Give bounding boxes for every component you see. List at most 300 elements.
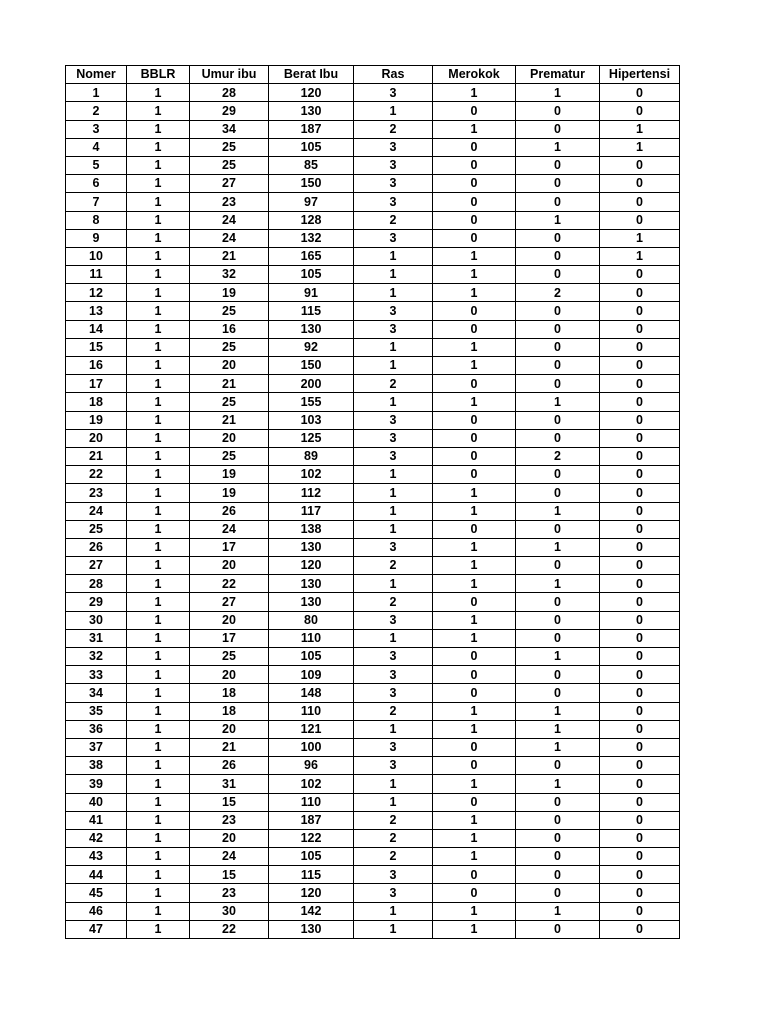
table-row (66, 284, 680, 302)
cell-prematur: 0 (516, 302, 600, 320)
cell-nomer: 31 (66, 629, 127, 647)
table-row (66, 884, 680, 902)
cell-berat-ibu: 92 (269, 338, 354, 356)
cell-merokok: 0 (433, 302, 516, 320)
cell-umur-ibu: 25 (190, 338, 269, 356)
cell-nomer: 44 (66, 866, 127, 884)
cell-prematur: 0 (516, 102, 600, 120)
cell-ras: 1 (354, 793, 433, 811)
cell-berat-ibu: 110 (269, 702, 354, 720)
cell-nomer: 18 (66, 393, 127, 411)
cell-hipertensi: 0 (600, 593, 680, 611)
cell-hipertensi: 0 (600, 684, 680, 702)
cell-prematur: 0 (516, 466, 600, 484)
cell-nomer: 28 (66, 575, 127, 593)
cell-prematur: 0 (516, 175, 600, 193)
cell-umur-ibu: 17 (190, 629, 269, 647)
cell-berat-ibu: 115 (269, 866, 354, 884)
cell-merokok: 1 (433, 284, 516, 302)
table-row (66, 175, 680, 193)
cell-nomer: 30 (66, 611, 127, 629)
cell-ras: 1 (354, 629, 433, 647)
cell-bblr: 1 (127, 611, 190, 629)
cell-hipertensi: 0 (600, 757, 680, 775)
cell-ras: 1 (354, 338, 433, 356)
table-row (66, 902, 680, 920)
cell-umur-ibu: 30 (190, 902, 269, 920)
cell-prematur: 0 (516, 429, 600, 447)
cell-hipertensi: 0 (600, 738, 680, 756)
cell-bblr: 1 (127, 338, 190, 356)
cell-berat-ibu: 122 (269, 829, 354, 847)
cell-hipertensi: 0 (600, 629, 680, 647)
table-row (66, 575, 680, 593)
cell-hipertensi: 0 (600, 466, 680, 484)
cell-umur-ibu: 25 (190, 648, 269, 666)
cell-bblr: 1 (127, 502, 190, 520)
cell-ras: 1 (354, 520, 433, 538)
cell-nomer: 23 (66, 484, 127, 502)
cell-berat-ibu: 121 (269, 720, 354, 738)
cell-ras: 1 (354, 902, 433, 920)
cell-ras: 3 (354, 884, 433, 902)
cell-umur-ibu: 32 (190, 266, 269, 284)
cell-prematur: 0 (516, 848, 600, 866)
cell-merokok: 1 (433, 557, 516, 575)
cell-merokok: 1 (433, 502, 516, 520)
cell-umur-ibu: 25 (190, 393, 269, 411)
cell-prematur: 0 (516, 757, 600, 775)
table-row (66, 193, 680, 211)
cell-berat-ibu: 105 (269, 266, 354, 284)
cell-prematur: 1 (516, 211, 600, 229)
cell-nomer: 38 (66, 757, 127, 775)
table-row (66, 247, 680, 265)
cell-merokok: 1 (433, 538, 516, 556)
cell-bblr: 1 (127, 920, 190, 938)
cell-ras: 1 (354, 357, 433, 375)
cell-bblr: 1 (127, 557, 190, 575)
cell-nomer: 19 (66, 411, 127, 429)
cell-prematur: 1 (516, 138, 600, 156)
cell-umur-ibu: 28 (190, 84, 269, 102)
cell-bblr: 1 (127, 284, 190, 302)
cell-umur-ibu: 21 (190, 247, 269, 265)
cell-berat-ibu: 120 (269, 557, 354, 575)
table-row (66, 775, 680, 793)
cell-prematur: 2 (516, 447, 600, 465)
cell-merokok: 1 (433, 575, 516, 593)
cell-berat-ibu: 105 (269, 138, 354, 156)
cell-merokok: 1 (433, 811, 516, 829)
cell-nomer: 21 (66, 447, 127, 465)
cell-merokok: 0 (433, 429, 516, 447)
cell-ras: 2 (354, 375, 433, 393)
cell-umur-ibu: 23 (190, 193, 269, 211)
cell-hipertensi: 0 (600, 557, 680, 575)
cell-nomer: 6 (66, 175, 127, 193)
cell-umur-ibu: 26 (190, 502, 269, 520)
cell-nomer: 8 (66, 211, 127, 229)
table-body (66, 84, 680, 939)
cell-merokok: 1 (433, 611, 516, 629)
cell-nomer: 3 (66, 120, 127, 138)
cell-ras: 3 (354, 175, 433, 193)
cell-berat-ibu: 103 (269, 411, 354, 429)
cell-prematur: 1 (516, 720, 600, 738)
cell-ras: 1 (354, 720, 433, 738)
cell-hipertensi: 0 (600, 611, 680, 629)
cell-berat-ibu: 91 (269, 284, 354, 302)
header-bblr: BBLR (127, 66, 190, 84)
cell-merokok: 1 (433, 702, 516, 720)
cell-berat-ibu: 150 (269, 175, 354, 193)
cell-prematur: 0 (516, 866, 600, 884)
cell-merokok: 0 (433, 447, 516, 465)
table-row (66, 811, 680, 829)
cell-ras: 3 (354, 757, 433, 775)
cell-bblr: 1 (127, 466, 190, 484)
cell-hipertensi: 0 (600, 484, 680, 502)
cell-hipertensi: 0 (600, 884, 680, 902)
cell-prematur: 0 (516, 156, 600, 174)
cell-bblr: 1 (127, 629, 190, 647)
cell-berat-ibu: 110 (269, 629, 354, 647)
cell-nomer: 25 (66, 520, 127, 538)
cell-berat-ibu: 102 (269, 775, 354, 793)
cell-umur-ibu: 24 (190, 211, 269, 229)
cell-ras: 1 (354, 775, 433, 793)
cell-bblr: 1 (127, 902, 190, 920)
cell-ras: 3 (354, 302, 433, 320)
cell-prematur: 0 (516, 884, 600, 902)
cell-ras: 2 (354, 811, 433, 829)
cell-bblr: 1 (127, 648, 190, 666)
cell-merokok: 1 (433, 720, 516, 738)
cell-berat-ibu: 97 (269, 193, 354, 211)
cell-prematur: 1 (516, 393, 600, 411)
cell-umur-ibu: 21 (190, 375, 269, 393)
cell-prematur: 0 (516, 593, 600, 611)
cell-nomer: 45 (66, 884, 127, 902)
cell-prematur: 1 (516, 648, 600, 666)
table-row (66, 156, 680, 174)
cell-berat-ibu: 89 (269, 447, 354, 465)
cell-hipertensi: 0 (600, 775, 680, 793)
table-row (66, 393, 680, 411)
cell-umur-ibu: 20 (190, 611, 269, 629)
cell-ras: 3 (354, 411, 433, 429)
cell-berat-ibu: 155 (269, 393, 354, 411)
cell-nomer: 24 (66, 502, 127, 520)
header-merokok: Merokok (433, 66, 516, 84)
cell-hipertensi: 0 (600, 302, 680, 320)
cell-bblr: 1 (127, 211, 190, 229)
cell-bblr: 1 (127, 247, 190, 265)
cell-bblr: 1 (127, 775, 190, 793)
cell-umur-ibu: 27 (190, 175, 269, 193)
cell-berat-ibu: 102 (269, 466, 354, 484)
cell-bblr: 1 (127, 848, 190, 866)
cell-berat-ibu: 80 (269, 611, 354, 629)
cell-merokok: 1 (433, 920, 516, 938)
cell-berat-ibu: 142 (269, 902, 354, 920)
cell-prematur: 0 (516, 811, 600, 829)
cell-hipertensi: 0 (600, 720, 680, 738)
cell-nomer: 10 (66, 247, 127, 265)
cell-hipertensi: 0 (600, 411, 680, 429)
cell-merokok: 1 (433, 338, 516, 356)
cell-umur-ibu: 34 (190, 120, 269, 138)
cell-merokok: 0 (433, 593, 516, 611)
cell-bblr: 1 (127, 138, 190, 156)
table-row (66, 211, 680, 229)
cell-nomer: 17 (66, 375, 127, 393)
table-row (66, 411, 680, 429)
table-row (66, 102, 680, 120)
cell-ras: 3 (354, 684, 433, 702)
cell-umur-ibu: 24 (190, 229, 269, 247)
cell-berat-ibu: 105 (269, 848, 354, 866)
cell-nomer: 15 (66, 338, 127, 356)
cell-berat-ibu: 120 (269, 84, 354, 102)
cell-umur-ibu: 23 (190, 811, 269, 829)
cell-ras: 1 (354, 575, 433, 593)
cell-prematur: 1 (516, 702, 600, 720)
cell-merokok: 1 (433, 629, 516, 647)
cell-hipertensi: 0 (600, 538, 680, 556)
cell-nomer: 16 (66, 357, 127, 375)
table-header-row (66, 66, 680, 84)
cell-merokok: 0 (433, 520, 516, 538)
cell-ras: 1 (354, 393, 433, 411)
cell-umur-ibu: 21 (190, 738, 269, 756)
cell-prematur: 1 (516, 502, 600, 520)
table-row (66, 302, 680, 320)
cell-ras: 3 (354, 538, 433, 556)
table-row (66, 266, 680, 284)
header-ras: Ras (354, 66, 433, 84)
cell-hipertensi: 0 (600, 920, 680, 938)
cell-ras: 2 (354, 702, 433, 720)
cell-bblr: 1 (127, 738, 190, 756)
cell-ras: 1 (354, 484, 433, 502)
cell-prematur: 0 (516, 684, 600, 702)
table-row (66, 629, 680, 647)
cell-hipertensi: 0 (600, 666, 680, 684)
cell-nomer: 34 (66, 684, 127, 702)
cell-prematur: 0 (516, 229, 600, 247)
cell-merokok: 0 (433, 102, 516, 120)
table-row (66, 829, 680, 847)
cell-merokok: 1 (433, 84, 516, 102)
cell-prematur: 0 (516, 557, 600, 575)
cell-merokok: 1 (433, 484, 516, 502)
cell-ras: 1 (354, 247, 433, 265)
cell-nomer: 36 (66, 720, 127, 738)
cell-prematur: 0 (516, 611, 600, 629)
cell-merokok: 0 (433, 320, 516, 338)
cell-prematur: 1 (516, 775, 600, 793)
cell-nomer: 35 (66, 702, 127, 720)
cell-prematur: 1 (516, 902, 600, 920)
table-row (66, 757, 680, 775)
cell-merokok: 1 (433, 775, 516, 793)
cell-prematur: 0 (516, 375, 600, 393)
cell-bblr: 1 (127, 520, 190, 538)
cell-bblr: 1 (127, 266, 190, 284)
table-row (66, 738, 680, 756)
cell-prematur: 2 (516, 284, 600, 302)
cell-berat-ibu: 138 (269, 520, 354, 538)
cell-ras: 1 (354, 920, 433, 938)
cell-hipertensi: 0 (600, 393, 680, 411)
cell-umur-ibu: 20 (190, 666, 269, 684)
cell-merokok: 0 (433, 193, 516, 211)
table-row (66, 357, 680, 375)
cell-berat-ibu: 130 (269, 102, 354, 120)
table-row (66, 557, 680, 575)
table-row (66, 684, 680, 702)
cell-berat-ibu: 115 (269, 302, 354, 320)
cell-merokok: 0 (433, 211, 516, 229)
cell-ras: 1 (354, 284, 433, 302)
cell-merokok: 0 (433, 866, 516, 884)
cell-prematur: 1 (516, 84, 600, 102)
cell-merokok: 0 (433, 648, 516, 666)
cell-bblr: 1 (127, 684, 190, 702)
cell-ras: 2 (354, 557, 433, 575)
cell-ras: 2 (354, 848, 433, 866)
cell-umur-ibu: 25 (190, 447, 269, 465)
cell-ras: 2 (354, 211, 433, 229)
cell-bblr: 1 (127, 302, 190, 320)
cell-umur-ibu: 25 (190, 156, 269, 174)
cell-hipertensi: 0 (600, 520, 680, 538)
cell-hipertensi: 0 (600, 502, 680, 520)
cell-ras: 1 (354, 502, 433, 520)
cell-ras: 3 (354, 738, 433, 756)
cell-prematur: 0 (516, 357, 600, 375)
cell-umur-ibu: 18 (190, 702, 269, 720)
cell-merokok: 0 (433, 884, 516, 902)
table-row (66, 702, 680, 720)
cell-umur-ibu: 31 (190, 775, 269, 793)
cell-bblr: 1 (127, 666, 190, 684)
cell-bblr: 1 (127, 393, 190, 411)
cell-hipertensi: 0 (600, 338, 680, 356)
cell-prematur: 1 (516, 738, 600, 756)
cell-hipertensi: 0 (600, 357, 680, 375)
cell-hipertensi: 1 (600, 247, 680, 265)
cell-prematur: 0 (516, 484, 600, 502)
cell-prematur: 0 (516, 829, 600, 847)
cell-ras: 2 (354, 593, 433, 611)
cell-umur-ibu: 20 (190, 557, 269, 575)
cell-bblr: 1 (127, 829, 190, 847)
cell-bblr: 1 (127, 884, 190, 902)
cell-bblr: 1 (127, 538, 190, 556)
cell-nomer: 22 (66, 466, 127, 484)
cell-berat-ibu: 105 (269, 648, 354, 666)
cell-ras: 2 (354, 120, 433, 138)
cell-merokok: 1 (433, 829, 516, 847)
cell-merokok: 1 (433, 848, 516, 866)
cell-prematur: 0 (516, 266, 600, 284)
cell-hipertensi: 0 (600, 375, 680, 393)
data-table (65, 65, 680, 939)
cell-berat-ibu: 125 (269, 429, 354, 447)
cell-berat-ibu: 130 (269, 575, 354, 593)
cell-bblr: 1 (127, 156, 190, 174)
table-row (66, 484, 680, 502)
header-berat-ibu: Berat Ibu (269, 66, 354, 84)
cell-umur-ibu: 17 (190, 538, 269, 556)
cell-umur-ibu: 20 (190, 720, 269, 738)
cell-bblr: 1 (127, 320, 190, 338)
cell-bblr: 1 (127, 484, 190, 502)
cell-umur-ibu: 24 (190, 520, 269, 538)
cell-nomer: 4 (66, 138, 127, 156)
cell-umur-ibu: 19 (190, 284, 269, 302)
cell-berat-ibu: 110 (269, 793, 354, 811)
cell-bblr: 1 (127, 193, 190, 211)
cell-merokok: 1 (433, 247, 516, 265)
cell-bblr: 1 (127, 375, 190, 393)
cell-hipertensi: 0 (600, 102, 680, 120)
cell-prematur: 0 (516, 920, 600, 938)
cell-merokok: 0 (433, 793, 516, 811)
cell-nomer: 11 (66, 266, 127, 284)
cell-hipertensi: 0 (600, 266, 680, 284)
cell-nomer: 9 (66, 229, 127, 247)
cell-prematur: 0 (516, 411, 600, 429)
cell-nomer: 2 (66, 102, 127, 120)
cell-hipertensi: 0 (600, 211, 680, 229)
cell-nomer: 14 (66, 320, 127, 338)
cell-umur-ibu: 22 (190, 575, 269, 593)
table-row (66, 848, 680, 866)
cell-ras: 1 (354, 466, 433, 484)
cell-ras: 3 (354, 611, 433, 629)
table-row (66, 611, 680, 629)
cell-bblr: 1 (127, 447, 190, 465)
cell-umur-ibu: 27 (190, 593, 269, 611)
cell-umur-ibu: 21 (190, 411, 269, 429)
cell-merokok: 0 (433, 684, 516, 702)
cell-hipertensi: 0 (600, 84, 680, 102)
cell-hipertensi: 0 (600, 848, 680, 866)
cell-hipertensi: 0 (600, 829, 680, 847)
cell-bblr: 1 (127, 593, 190, 611)
table-row (66, 793, 680, 811)
cell-berat-ibu: 130 (269, 538, 354, 556)
cell-bblr: 1 (127, 720, 190, 738)
cell-berat-ibu: 130 (269, 320, 354, 338)
cell-nomer: 32 (66, 648, 127, 666)
cell-hipertensi: 0 (600, 648, 680, 666)
cell-hipertensi: 0 (600, 793, 680, 811)
cell-umur-ibu: 15 (190, 866, 269, 884)
cell-nomer: 27 (66, 557, 127, 575)
cell-umur-ibu: 23 (190, 884, 269, 902)
cell-hipertensi: 1 (600, 138, 680, 156)
cell-ras: 3 (354, 193, 433, 211)
cell-bblr: 1 (127, 429, 190, 447)
cell-merokok: 0 (433, 466, 516, 484)
cell-prematur: 0 (516, 320, 600, 338)
cell-prematur: 0 (516, 520, 600, 538)
